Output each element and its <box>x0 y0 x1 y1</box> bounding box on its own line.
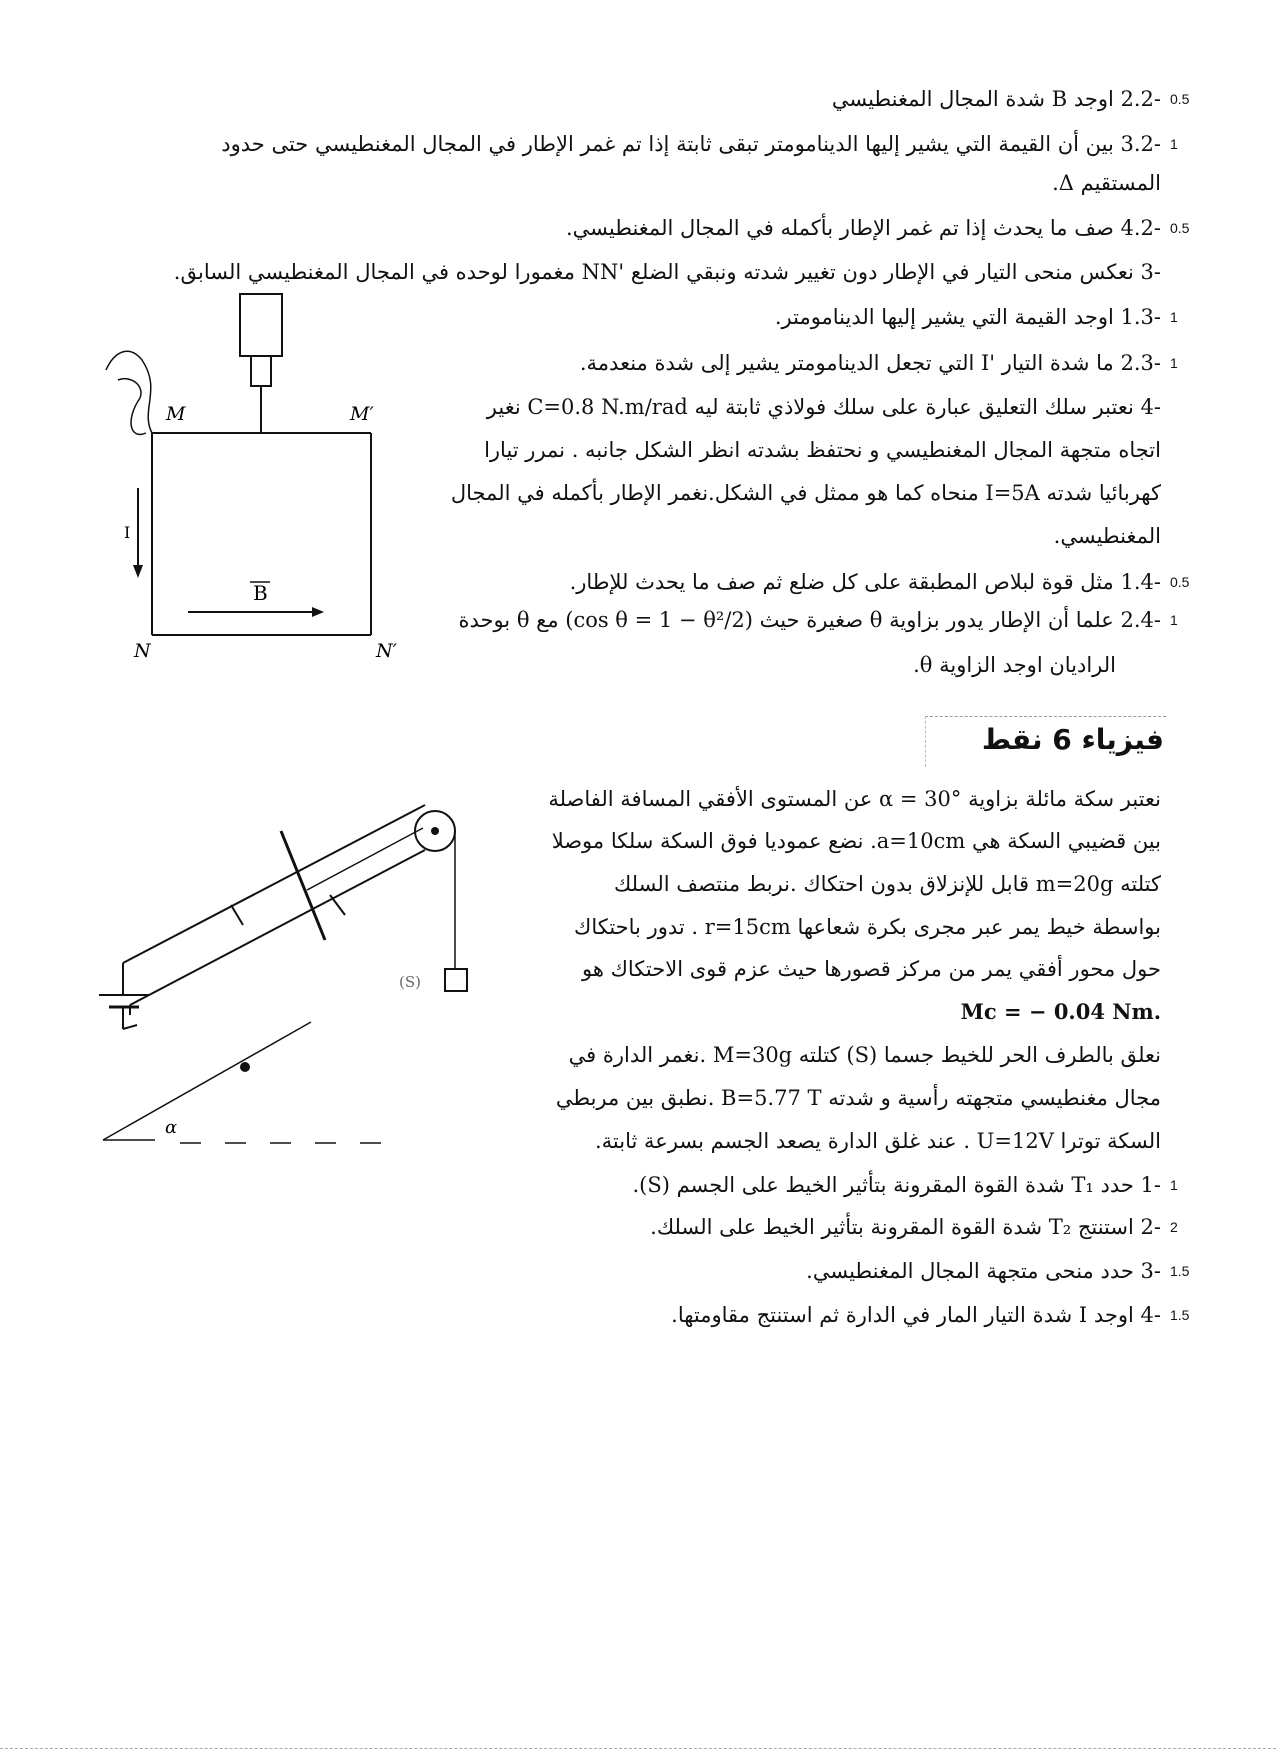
question-p2-4: -4 اوجد I شدة التيار المار في الدارة ثم استنتج مقاومتها. <box>671 1303 1161 1327</box>
rail-mark-1 <box>231 905 243 925</box>
intro-line-6: .Mc = − 0.04 Nm <box>960 999 1161 1024</box>
label-B: B <box>253 581 268 605</box>
question-2-4-line1: -2.4 علما أن الإطار يدور بزاوية θ صغيرة حيث (cos θ = 1 − θ²/2) مع θ بوحدة <box>458 608 1161 632</box>
intro-line-4: بواسطة خيط يمر عبر مجرى بكرة شعاعها r=15cm . تدور باحتكاك <box>574 915 1161 939</box>
mark-2-4: 1 <box>1170 612 1178 628</box>
intro-line-8: مجال مغنطيسي متجهته رأسية و شدته B=5.77 T .نطبق بين مربطي <box>555 1086 1161 1110</box>
label-alpha: α <box>165 1117 178 1138</box>
question-4-2: -4.2 صف ما يحدث إذا تم غمر الإطار بأكمله في المجال المغنطيسي. <box>565 216 1161 240</box>
intro-line-7: نعلق بالطرف الحر للخيط جسما (S) كتلته M=30g .نغمر الدارة في <box>568 1043 1161 1067</box>
question-2-2: -2.2 اوجد B شدة المجال المغنطيسي <box>831 87 1161 111</box>
question-p2-3: -3 حدد منحى متجهة المجال المغنطيسي. <box>806 1259 1161 1283</box>
label-M: M <box>166 403 186 425</box>
figure-frame-dynamometer <box>100 280 430 660</box>
section-title: فيزياء 6 نقط <box>981 723 1164 756</box>
question-4-line2: اتجاه متجهة المجال المغنطيسي و نحتفظ بشدته انظر الشكل جانبه . نمرر تيارا <box>484 438 1161 462</box>
lead-wire-1 <box>106 351 152 433</box>
question-4-line1: -4 نعتبر سلك التعليق عبارة على سلك فولاذي ثابتة ليه C=0.8 N.m/rad نغير <box>486 395 1161 419</box>
pulley-axle <box>431 827 439 835</box>
question-4-line4: المغنطيسي. <box>1053 524 1161 548</box>
generator-return <box>123 1025 137 1029</box>
mark-p2-1: 1 <box>1170 1177 1178 1193</box>
mark-p2-3: 1.5 <box>1170 1263 1190 1279</box>
mark-1-4: 0.5 <box>1170 574 1190 590</box>
dynamometer-stem <box>251 356 271 386</box>
figure-inclined-rails <box>85 795 485 1180</box>
dynamometer-body <box>240 294 282 356</box>
conducting-wire <box>281 831 325 940</box>
question-p2-2: -2 استنتج T₂ شدة القوة المقرونة بتأثير الخيط على السلك. <box>650 1215 1161 1239</box>
mark-1-3: 1 <box>1170 309 1178 325</box>
question-3-2-line2: المستقيم Δ. <box>1052 171 1161 195</box>
label-S: (S) <box>399 973 421 991</box>
incline-line <box>103 1022 311 1140</box>
intro-line-3: كتلته m=20g قابل للإنزلاق بدون احتكاك .نربط منتصف السلك <box>613 872 1161 896</box>
hanging-mass <box>445 969 467 991</box>
question-p2-1: -1 حدد T₁ شدة القوة المقرونة بتأثير الخيط على الجسم (S). <box>632 1173 1161 1197</box>
question-3-2-line1: -3.2 بين أن القيمة التي يشير إليها الدينامومتر تبقى ثابتة إذا تم غمر الإطار في المجال المغنطيسي حتى حدود <box>221 132 1161 156</box>
question-4-line3: كهربائيا شدته I=5A منحاه كما هو ممثل في الشكل.نغمر الإطار بأكمله في المجال <box>450 481 1161 505</box>
b-field-arrow-head <box>312 607 324 617</box>
incline-point <box>240 1062 250 1072</box>
label-N-prime: N′ <box>376 640 397 660</box>
label-M-prime: M′ <box>350 403 374 425</box>
mark-p2-2: 2 <box>1170 1219 1178 1235</box>
intro-line-2: بين قضيبي السكة هي a=10cm. نضع عموديا فوق السكة سلكا موصلا <box>551 829 1161 853</box>
question-1-4: -1.4 مثل قوة لبلاص المطبقة على كل ضلع ثم صف ما يحدث للإطار. <box>569 570 1161 594</box>
question-2-4-line2: الراديان اوجد الزاوية θ. <box>913 653 1116 677</box>
rail-upper <box>123 805 425 963</box>
intro-line-9: السكة توترا U=12V . عند غلق الدارة يصعد الجسم بسرعة ثابتة. <box>595 1129 1161 1153</box>
lead-wire-2 <box>118 379 146 435</box>
mark-2-2: 0.5 <box>1170 91 1190 107</box>
rail-mark-2 <box>330 895 345 915</box>
question-3: -3 نعكس منحى التيار في الإطار دون تغيير شدته ونبقي الضلع 'NN مغمورا لوحده في المجال المغنطيسي السابق. <box>173 260 1161 284</box>
intro-line-5: حول محور أفقي يمر من مركز قصورها حيث عزم قوى الاحتكاك هو <box>582 957 1161 981</box>
label-I: I <box>124 523 131 542</box>
question-2-3: -2.3 ما شدة التيار 'I التي تجعل الدينامومتر يشير إلى شدة منعدمة. <box>579 351 1161 375</box>
intro-line-1: نعتبر سكة مائلة بزاوية α = 30° عن المستوى الأفقي المسافة الفاصلة <box>548 787 1161 811</box>
mark-2-3: 1 <box>1170 355 1178 371</box>
mark-p2-4: 1.5 <box>1170 1307 1190 1323</box>
label-N: N <box>134 640 151 660</box>
current-arrow-head <box>133 565 143 578</box>
bottom-rule <box>0 1748 1276 1749</box>
question-1-3: -1.3 اوجد القيمة التي يشير إليها الدينامومتر. <box>774 305 1161 329</box>
rail-lower <box>130 850 425 1005</box>
mark-4-2: 0.5 <box>1170 220 1190 236</box>
mark-3-2: 1 <box>1170 136 1178 152</box>
